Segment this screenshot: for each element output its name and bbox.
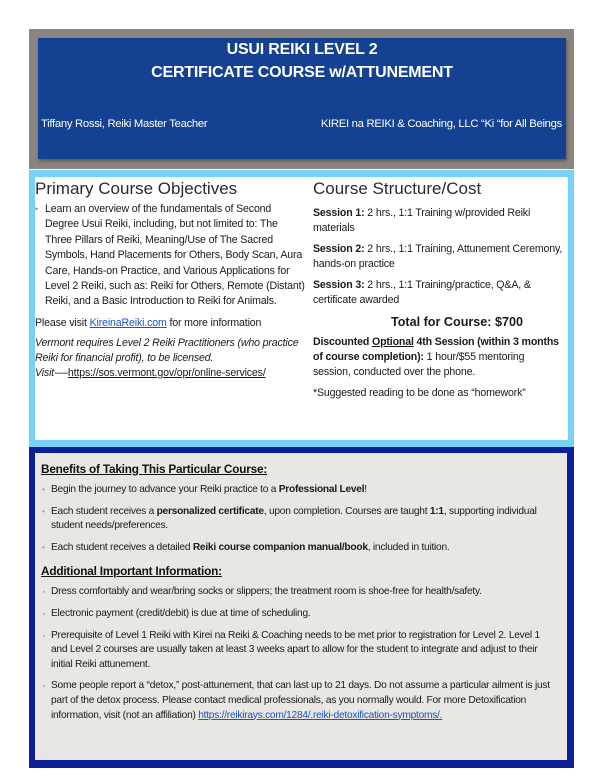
info-panel [35, 453, 567, 760]
reikirays-detox-link[interactable]: https://reikirays.com/1284/.reiki-detoxification-symptoms/. [198, 709, 443, 721]
benefits-heading: Benefits of Taking This Particular Course: [41, 462, 268, 476]
info-item: · Prerequisite of Level 1 Reiki with Kirei na Reiki & Coaching needs to be met prior to registration for Level 2. Level 1 and Level 2 courses are usually taken at least 3 weeks apart to allow for the student to integrate and adjust to their initial Reiki attunement. [41, 629, 557, 673]
header-banner [38, 38, 566, 159]
header-subline [41, 118, 562, 130]
business-name: KIREI na REIKI & Coaching, LLC “Ki “for All Beings [320, 118, 562, 130]
course-total-price: Total for Course: $700 [390, 315, 523, 329]
objectives-heading: Primary Course Objectives [35, 179, 238, 198]
course-title-line1: USUI REIKI LEVEL 2 [226, 41, 378, 58]
benefit-item: • Begin the journey to advance your Reiki practice to a Professional Level! [41, 483, 557, 498]
teacher-name: Tiffany Rossi, Reiki Master Teacher [41, 118, 208, 130]
optional-session-offer: Discounted Optional 4th Session (within 3 months of course completion): 1 hour/$55 mentoring session, conducted over the phone. [313, 336, 559, 378]
session-3: Session 3: 2 hrs., 1:1 Training/practice, Q&A, & certificate awarded [313, 279, 531, 306]
objectives-list [35, 202, 305, 310]
kireinareiki-link[interactable]: KireinaReiki.com [89, 316, 167, 329]
course-details-frame [29, 170, 574, 447]
suggested-reading-note: *Suggested reading to be done as “homework” [313, 387, 526, 399]
info-item-detox: · Some people report a “detox,” post-attunement, that can last up to 21 days. Do not assume a particular ailment is just part of the detox process. Please contact medical professionals, as you normally would. For more Detoxification information, visit (not an affiliation) https://reikirays.com/1284/.reiki-detoxification-symptoms/. [41, 679, 557, 723]
info-item: · Electronic payment (credit/debit) is due at time of scheduling. [41, 607, 557, 622]
session-2: Session 2: 2 hrs., 1:1 Training, Attunement Ceremony, hands-on practice [313, 243, 563, 270]
structure-column [313, 177, 563, 401]
objective-item: • Learn an overview of the fundamentals of Second Degree Usui Reiki, including, but not limited to: The Three Pillars of Reiki, Meaning/Use of The Sacred Symbols, Hand Placements for Others, Body Scan, Aura Care, Hands-on Practice, and Various Applications for Level 2 Reiki, such as: Reiki for Others, Remote (Distant) Reiki, and a Basic Introduction to Reiki for Animals. [35, 202, 305, 310]
additional-info-list [41, 585, 557, 723]
benefit-item: • Each student receives a personalized certificate, upon completion. Courses are taught 1:1, supporting individual student needs/preferences. [41, 505, 557, 534]
session-1: Session 1: 2 hrs., 1:1 Training w/provided Reiki materials [313, 207, 531, 234]
benefits-list [41, 483, 557, 555]
vermont-opr-link[interactable]: https://sos.vermont.gov/opr/online-services/ [67, 366, 266, 379]
structure-heading: Course Structure/Cost [313, 179, 482, 198]
course-details-panel [35, 177, 568, 440]
additional-info-heading: Additional Important Information: [41, 564, 222, 579]
vermont-license-note: Vermont requires Level 2 Reiki Practitioners (who practice Reiki for financial profit), to be licensed. Visit-—https://sos.vermont.gov/opr/online-services/ [35, 336, 299, 379]
objectives-column [35, 177, 305, 381]
info-item: · Dress comfortably and wear/bring socks or slippers; the treatment room is shoe-free for health/safety. [41, 585, 557, 600]
visit-website-text: Please visit KireinaReiki.com for more information [35, 316, 262, 329]
course-title-line2: CERTIFICATE COURSE w/ATTUNEMENT [151, 64, 453, 81]
info-frame [29, 447, 574, 768]
benefit-item: • Each student receives a detailed Reiki course companion manual/book, included in tuition. [41, 541, 557, 556]
header-frame [29, 29, 574, 169]
